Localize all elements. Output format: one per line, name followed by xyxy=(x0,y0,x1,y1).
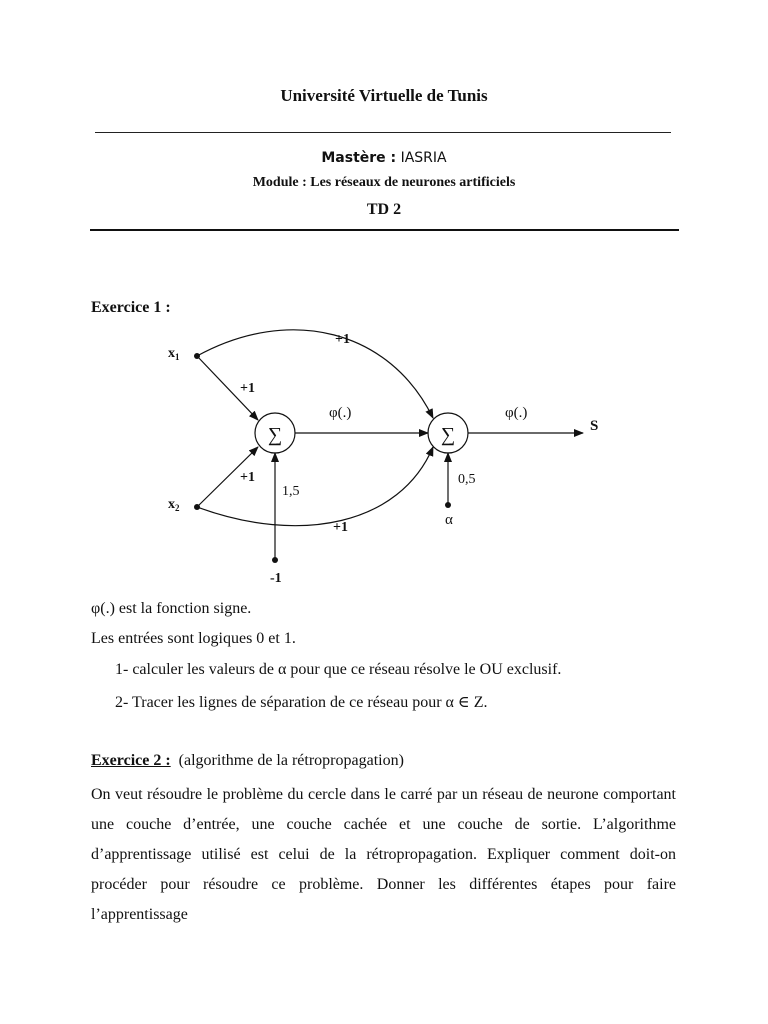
neuron-1-sum-symbol: ∑ xyxy=(267,424,283,446)
x1-label: $x_1$ xyxy=(168,346,180,362)
bias-1-label: -1 xyxy=(270,571,282,586)
edge-x1-neuron2 xyxy=(197,330,433,418)
inputs-definition: Les entrées sont logiques 0 et 1. xyxy=(91,630,296,647)
mastere-value: IASRIA xyxy=(400,150,447,166)
module-title: Module : Les réseaux de neurones artificiels xyxy=(252,175,516,190)
threshold-2-label: 0,5 xyxy=(458,472,476,487)
td-title: TD 2 xyxy=(366,201,402,218)
question-1: 1- calculer les valeurs de α pour que ce réseau résolve le OU exclusif. xyxy=(115,661,562,678)
bias-2-node xyxy=(445,502,451,508)
weight-x1-neuron2: +1 xyxy=(335,332,350,347)
mastere-label: Mastère : xyxy=(321,150,397,166)
x2-label: $x_2$ xyxy=(168,497,180,513)
university-title: Université Virtuelle de Tunis xyxy=(280,86,488,105)
output-label: S xyxy=(590,418,599,434)
weight-x2-neuron2: +1 xyxy=(333,520,348,535)
phi-definition: φ(.) est la fonction signe. xyxy=(91,600,252,617)
exercise-2-title: Exercice 2 : xyxy=(91,752,171,769)
phi-label-2: φ(.) xyxy=(505,405,528,421)
exercise-2-paragraph: On veut résoudre le problème du cercle dans le carré par un réseau de neurone comportant une couche d’entrée, une couche cachée et une couche de sortie. L’algorithme d’apprentissage utilisé est celui de la rétropropagation. Expliquer comment doit-on procéder pour résoudre ce problème. Donner les différentes étapes pour faire l’apprentissage xyxy=(91,786,676,923)
bias-1-node xyxy=(272,557,278,563)
phi-label-1: φ(.) xyxy=(329,405,352,421)
exercise-1-title: Exercice 1 : xyxy=(91,299,171,316)
threshold-1-label: 1,5 xyxy=(282,484,300,499)
weight-x1-neuron1: +1 xyxy=(240,381,255,396)
exercise-2-subtitle: (algorithme de la rétropropagation) xyxy=(178,752,404,769)
exercise-2-heading xyxy=(91,752,404,770)
question-2: 2- Tracer les lignes de séparation de ce réseau pour α ∈ Z. xyxy=(115,694,488,711)
alpha-label: α xyxy=(445,512,453,528)
weight-x2-neuron1: +1 xyxy=(240,470,255,485)
edge-x2-neuron2 xyxy=(197,447,433,526)
neuron-2-sum-symbol: ∑ xyxy=(440,424,456,446)
